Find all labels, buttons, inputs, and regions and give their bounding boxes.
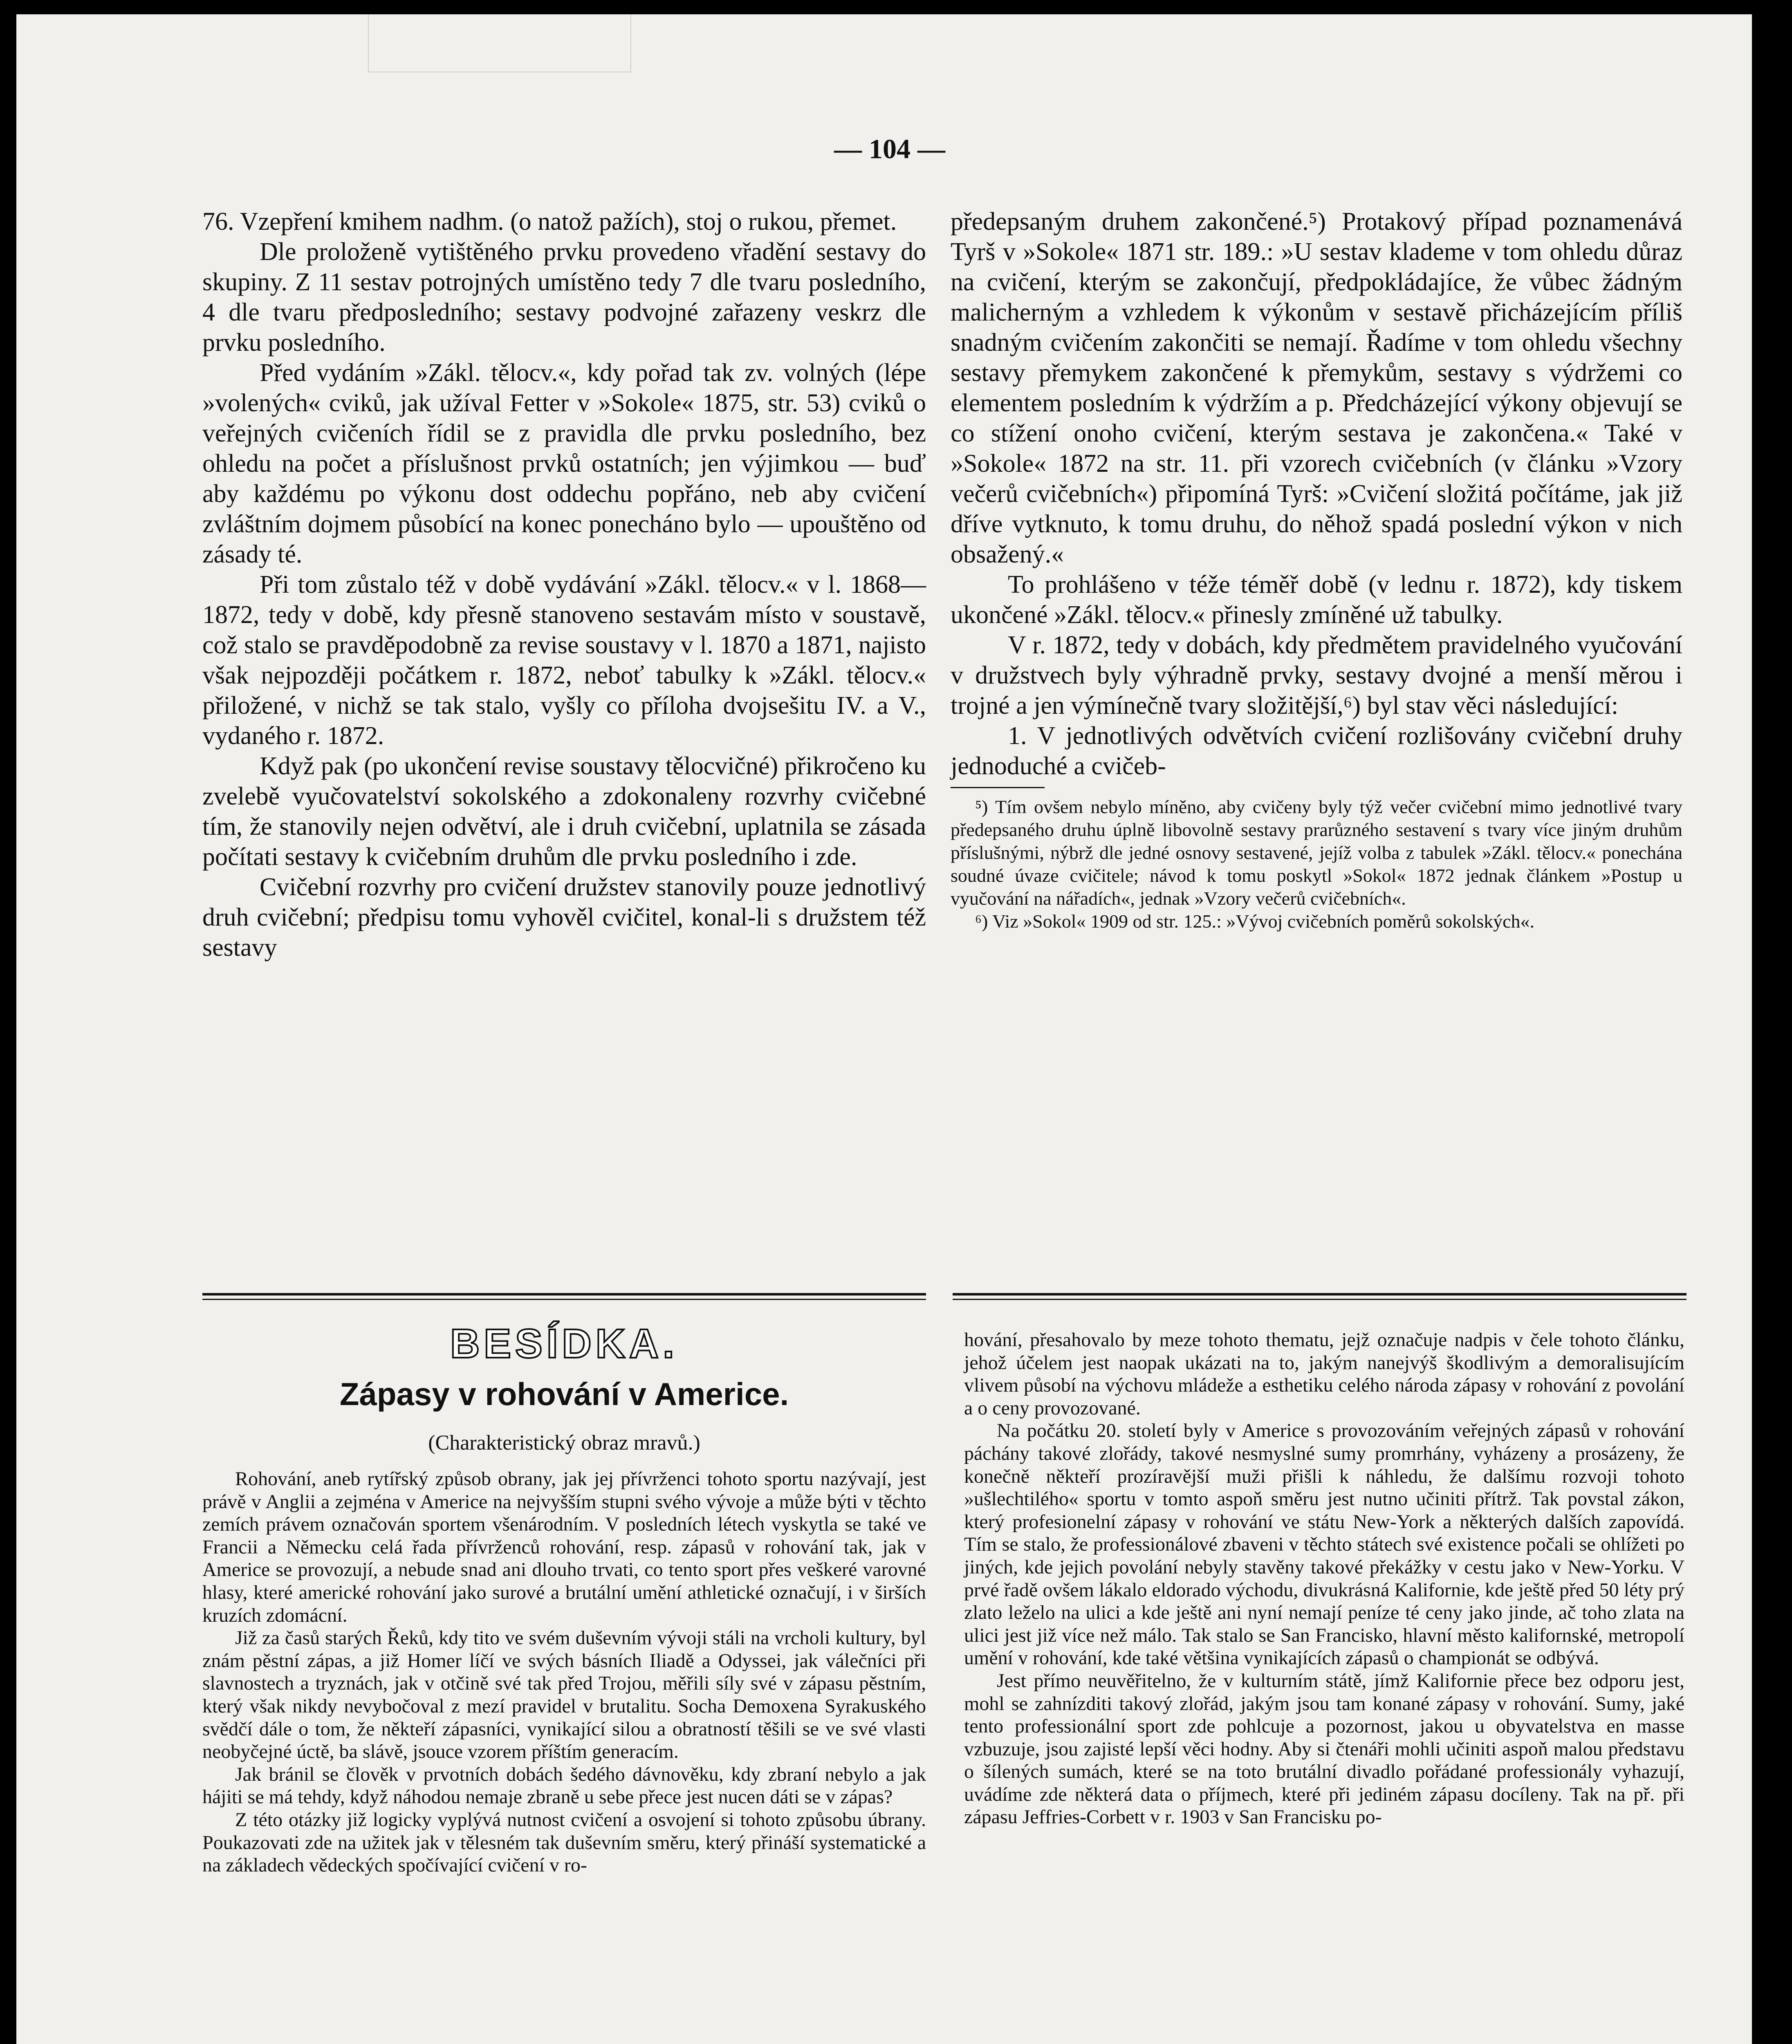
left-column (202, 206, 926, 963)
footnotes (951, 796, 1682, 933)
article-left-column (202, 1468, 926, 1877)
section-title: BESÍDKA. (450, 1321, 678, 1367)
footnote: ⁶) Viz »Sokol« 1909 od str. 125.: »Vývoj cvičebních poměrů sokolských«. (975, 911, 1535, 932)
section-divider-right-thin (953, 1299, 1687, 1300)
paragraph: hování, přesahovalo by meze tohoto thematu, jejž označuje nadpis v čele tohoto článku, jehož účelem jest naopak ukázati na to, jakým nanejvýš škodlivým a demoralisujícím vlivem působí na výchovu mládeže a esthetiku celého národa zápasy v rohování z povolání a o ceny provozované. (964, 1329, 1684, 1419)
section-divider-left-thin (202, 1299, 926, 1300)
section-divider-right (953, 1293, 1687, 1295)
paragraph: Před vydáním »Zákl. tělocv.«, kdy pořad tak zv. volných (lépe »volených« cviků, jak užíval Fetter v »Sokole« 1875, str. 53) cviků o veřejných cvičeních řídil se z pravidla dle prvku posledního, bez ohledu na počet a příslušnost prvků ostatních; jen výjimkou — buď aby každému po výkonu dost oddechu popřáno, neb aby cvičení zvláštním dojmem působící na konec ponecháno bylo — upouštěno od zásady té. (202, 359, 926, 568)
paragraph: Již za časů starých Řeků, kdy tito ve svém duševním vývoji stáli na vrcholi kultury, byl znám pěstní zápas, a již Homer líčí ve svých básních Iliadě a Odyssei, jak válečníci při slavnostech a tryznách, jak v otčině své tak před Trojou, měřili síly své v zápasu pěstním, který však nikdy nevybočoval z mezí pravidel v brutalitu. Socha Demoxena Syrakuského svědčí dále o tom, že někteří zápasníci, vynikající silou a obratností těšili se ve své vlasti neobyčejné úctě, ba slávě, jsouce vzorem příštím generacím. (202, 1627, 926, 1763)
paragraph: Rohování, aneb rytířský způsob obrany, jak jej přívrženci tohoto sportu nazývají, jest právě v Anglii a zejména v Americe na nejvyšším stupni svého vývoje a může býti v těchto zemích právem označován sportem všenárodním. V posledních létech vyskytla se také ve Francii a Německu celá řada přívrženců rohování, resp. zápasů v rohování tak, jak v Americe se provozují, a nebude snad ani dlouho trvati, co tento sport přes veškeré varovné hlasy, které americké rohování jako surové a brutální umění athletické označují, i v širších kruzích zdomácní. (202, 1468, 926, 1626)
section-divider-left (202, 1293, 926, 1295)
paragraph: Jest přímo neuvěřitelno, že v kulturním státě, jímž Kalifornie přece bez odporu jest, mohl se zahnízditi takový zlořád, jakým jsou tam konané zápasy v rohování. Sumy, jaké tento professionální sport zde pohlcuje a pozornost, jakou u obyvatelstva en masse vzbuzuje, jsou zajisté lepší věci hodny. Aby si čtenáři mohli učiniti aspoň malou představu o šílených sumách, které se na toto brutální divadlo pořádané professionály vyhazují, uvádíme zde některá data o příjmech, které při jediném zápasu docíleny. Tak na př. při zápasu Jeffries-Corbett v r. 1903 v San Francisku po- (964, 1670, 1684, 1828)
paragraph: Cvičební rozvrhy pro cvičení družstev stanovily pouze jednotlivý druh cvičební; předpisu tomu vyhověl cvičitel, konal-li s družstem též sestavy (202, 873, 926, 961)
paragraph: Při tom zůstalo též v době vydávání »Zákl. tělocv.« v l. 1868—1872, tedy v době, kdy přesně stanoveno sestavám místo v soustavě, což stalo se pravděpodobně za revise soustavy v l. 1870 a 1871, najisto však nejpozději počátkem r. 1872, neboť tabulky k »Zákl. tělocv.« přiložené, v nichž se tak stalo, vyšly co příloha dvojsešitu IV. a V., vydaného r. 1872. (202, 571, 926, 750)
paragraph: 1. V jednotlivých odvětvích cvičení rozlišovány cvičební druhy jednoduché a cvičeb- (951, 722, 1682, 780)
right-column (951, 206, 1682, 933)
paragraph: V r. 1872, tedy v dobách, kdy předmětem pravidelného vyučování v družstvech byly výhradně prvky, sestavy dvojné a menší měrou i trojné a jen výmínečně tvary složitější,⁶) byl stav věci následující: (951, 631, 1682, 719)
book-page (16, 14, 1752, 2044)
paragraph: Dle proloženě vytištěného prvku provedeno vřadění sestavy do skupiny. Z 11 sestav potrojných umístěno tedy 7 dle tvaru posledního, 4 dle tvaru předposledního; sestavy podvojné zařazeny veskrz dle prvku posledního. (202, 238, 926, 356)
paragraph: Když pak (po ukončení revise soustavy tělocvičné) přikročeno ku zvelebě vyučovatelství sokolského a zdokonaleny rozvrhy cvičebné tím, že stanovily nejen odvětví, ale i druh cvičební, uplatnila se zásada počítati sestavy k cvičebním druhům dle prvku posledního i zde. (202, 752, 926, 871)
paragraph: Z této otázky již logicky vyplývá nutnost cvičení a osvojení si tohoto způsobu úbrany. Poukazovati zde na užitek jak v tělesném tak duševním směru, který přináší systematické a na základech vědeckých spočívající cvičení v ro- (202, 1809, 926, 1876)
paragraph: předepsaným druhem zakončené.⁵) Protakový případ poznamenává Tyrš v »Sokole« 1871 str. 189.: »U sestav klademe v tom ohledu důraz na cvičení, kterým se zakončují, předpokládajíce, že vůbec žádným malicherným a vzhledem k výkonům v sestavě přicházejícím příliš snadným cvičením zakončiti se nemají. Řadíme v tom ohledu všechny sestavy přemykem zakončené k přemykům, sestavy s výdržemi co elementem posledním k výdržím a p. Předcházející výkony objevují se co stížení onoho cvičení, kterým sestava je zakončena.« Také v »Sokole« 1872 na str. 11. při vzorech cvičebních (v článku »Vzory večerů cvičebních«) připomíná Tyrš: »Cvičení složitá počítáme, jak již dříve vytknuto, k tomu druhu, do něhož spadá poslední výkon v nich obsažený.« (951, 208, 1682, 568)
page-number: — 104 — (834, 133, 945, 164)
footnote: ⁵) Tím ovšem nebylo míněno, aby cvičeny byly týž večer cvičební mimo jednotlivé tvary předepsaného druhu úplně libovolně sestavy prarůzného sestavení s tvary více jiným druhům příslušnými, nýbrž dle jedné osnovy sestavené, jejíž volba z tabulek »Zákl. tělocv.« ponechána soudné úvaze cvičitele; návod k tomu poskytl »Sokol« 1872 jednak článkem »Postup u vyučování na nářadích«, jednak »Vzory večerů cvičebních«. (951, 796, 1682, 909)
paragraph: To prohlášeno v téže téměř době (v lednu r. 1872), kdy tiskem ukončené »Zákl. tělocv.« přinesly zmíněné už tabulky. (951, 571, 1682, 629)
footnote-divider (951, 787, 1045, 788)
paragraph: 76. Vzepření kmihem nadhm. (o natož pažích), stoj o rukou, přemet. (202, 208, 897, 235)
article-subtitle: (Charakteristický obraz mravů.) (428, 1431, 700, 1455)
article-right-column (964, 1329, 1684, 1829)
paragraph: Na počátku 20. století byly v Americe s provozováním veřejných zápasů v rohování páchány takové zlořády, takové nesmyslné sumy promrhány, vyházeny a prosázeny, že konečně někteří prozíravější muži přišli k náhledu, že dalšímu rozvoji tohoto »ušlechtilého« sportu v tomto aspoň směru jest nutno učiniti přítrž. Tak povstal zákon, který profesionelní zápasy v rohování ve státu New-York a některých dalších zapovídá. Tím se stalo, že professionálové zbaveni v těchto státech své existence počali se ohlížeti po jiných, kde jejich povolání nebyly stavěny takové překážky v cestu jako v New-Yorku. V prvé řadě ovšem lákalo eldorado východu, divukrásná Kalifornie, kde ještě před 50 léty prý zlato leželo na ulici a kde ještě ani nyní nemají peníze té ceny jako jinde, ač toho zlata na ulici jest již více než málo. Tak stalo se San Francisko, hlavní město kalifornské, metropolí umění v rohování, kde také většina vynikajících zápasů o championát se odbývá. (964, 1420, 1684, 1669)
page-tab-mark (368, 14, 631, 72)
paragraph: Jak bránil se člověk v prvotních dobách šedého dávnověku, kdy zbraní nebylo a jak hájiti se má tehdy, když náhodou nemaje zbraně u sebe přece jest nucen dáti se v zápas? (202, 1763, 926, 1808)
article-title: Zápasy v rohování v Americe. (339, 1376, 789, 1412)
